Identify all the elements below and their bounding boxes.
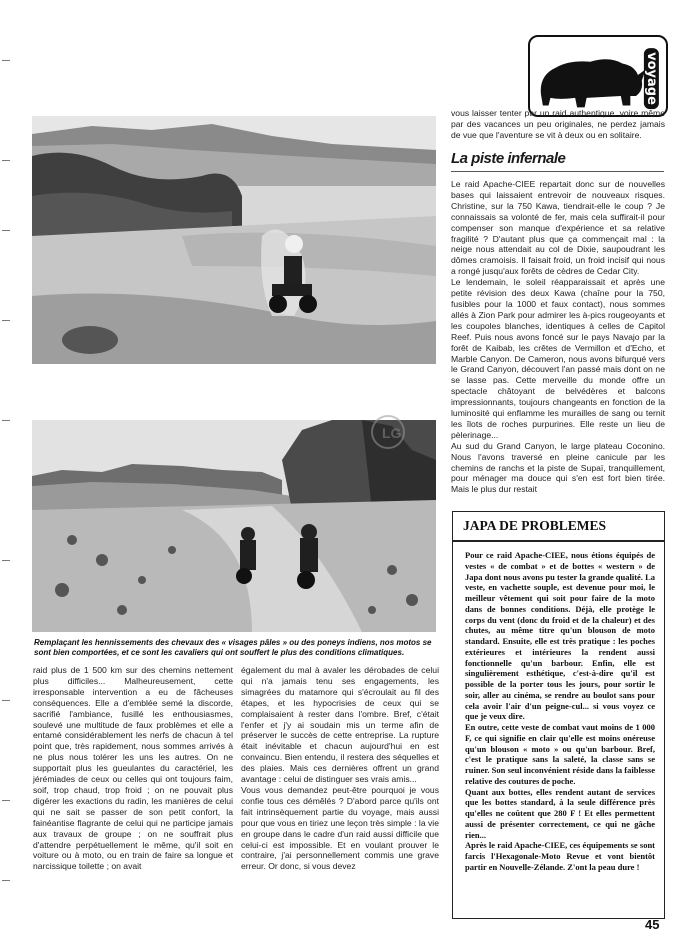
photo-caption: Remplaçant les hennissements des chevaux des « visages pâles » ou des poneys indiens, nos motos se sont bien comportées, et ce sont les cavaliers qui ont souffert le plus des conditions climatiques. [34, 638, 432, 658]
lg-watermark [368, 412, 416, 460]
sidebar-rule [453, 540, 664, 542]
margin-marks [0, 0, 16, 948]
sidebar-box [452, 511, 665, 919]
voyage-logo [528, 35, 668, 117]
logo-word [642, 47, 660, 109]
logo-text: voyage [644, 48, 659, 109]
sidebar-text: Pour ce raid Apache-CIEE, nous étions équipés de vestes « de combat » et de bottes « western » de Japa dont nous avons pu tester la grande qualité. La veste, en vachette souple, est devenue pour moi, le meilleur vêtement qui soit pour faire de la moto dans de bonnes conditions. Déjà, elle protège le corps du vent (donc du froid et de la chaleur) et des chutes, au même titre qu'un blouson de moto standard. Ensuite, elle est très pratique : les poches extérieures et intérieures la rendent aussi fonctionnelle qu'un barbour. Enfin, elle est singulièrement esthétique, c'est-à-dire qu'il est possible de la porter tous les jours, pour sortir le soir, aller au cinéma, se rendre au boulot sans pour cela avoir l'air d'un peigne-cul... si vous voyez ce que je veux dire. En outre, cette veste de combat vaut moins de 1 000 F, ce qui signifie en clair qu'elle est moins onéreuse qu'un blouson « moto » ou qu'un barbour. Bref, c'est le pratique sans la saleté, la classe sans se ruiner. Son seul inconvénient réside dans la faiblesse relative des coutures de poche. Quant aux bottes, elles rendent autant de services que les bottes standard, à la seule différence près qu'elles ne coûtent que 280 F ! Et elles permettent aussi de présenter correctement, ce qui ne gâche rien... Après le raid Apache-CIEE, ces équipements se sont farcis l'Hexagonale-Moto Revue et vont bientôt partir en Nouvelle-Zélande. Z'ont la peau dure ! [465, 550, 655, 872]
column-2-text: également du mal à avaler les dérobades de celui qui n'a jamais tenu ses engagements, les simagrées du matamore qui s'écroulait au fil des étapes, et les hypocrisies de ceux qui se complaisaient à rester dans l'ombre. Bref, c'était l'enfer et j'y ai soudain mis un terme afin de préserver le succès de cette entreprise. La rupture était inévitable et chacun aujourd'hui en est convaincu. Bien entendu, il restera des séquelles et des plaies. Mais ces dernières offrent un grand avantage : celui de distinguer ses vrais amis... Vous vous demandez peut-être pourquoi je vous confie tous ces démêlés ? D'abord parce qu'ils ont fait intrinsèquement partie du voyage, mais aussi pour que vous en tiriez une leçon très simple : la vie en groupe dans le cadre d'un raid aussi difficile que celui-ci est impossible. Et en voulant prouver le contraire, j'ai personnellement commis une grave erreur. Or donc, si vous devez [241, 665, 439, 872]
sidebar-title: JAPA DE PROBLEMES [463, 518, 607, 533]
motorcycle-desert-photo [32, 116, 436, 364]
section-heading: La piste infernale [451, 150, 566, 167]
column-3-text: Le raid Apache-CIEE repartait donc sur de nouvelles bases qui laissaient entrevoir de nouveaux risques. Christine, sur la 750 Kawa, tiendrait-elle le coup ? Je connaissais sa volonté de fer, mais cela suffirait-il pour compenser son manque d'expérience et sa relative fragilité ? D'autant plus que ça commençait mal : la neige nous attendait au col de Dixie, saupoudrant les dômes cramoisis. Il faisait froid, un froid incisif qui nous a rongé jusqu'aux forêts de cèdres de Cedar City. Le lendemain, le soleil réapparaissait et après une petite révision des deux Kawa (chaîne pour la 750, fusibles pour la 1000 et faux contact), nous sommes allés à Zion Park pour admirer les à-pics rougeoyants et les coupoles blanches, identiques à celles de Capitol Reef. Puis nous avons foncé sur le pays Navajo par la forêt de Kaibab, les crêtes de Vermillon et d'Echo, et Marble Canyon. De Cameron, nous avons bifurqué vers le Grand Canyon, découvert l'an passé mais dont on ne se lasse pas. Cette merveille du monde offre un spectacle châtoyant de belvédères et balcons impressionnants, toujours changeants en fonction de la luminosité qui enflamme les murailles de sang ou ternit les îlots de roches purpurines. Elle reste un lieu de pèlerinage... Au sud du Grand Canyon, le large plateau Coconino. Nous l'avons traversé en pleine canicule par les chemins de ranchs et la piste de Supaï, tranquillement, pour ménager ma douce qui s'en est fort bien tirée. Mais le plus dur restait [451, 179, 665, 495]
section-rule [451, 171, 664, 172]
page-number: 45 [645, 917, 660, 932]
watermark-text: LG [382, 425, 402, 441]
column-1-text: raid plus de 1 500 km sur des chemins nettement plus difficiles... Malheureusement, cette irresponsable intervention a eu de fâcheuses conséquences. Elle a d'emblée semé la discorde, sacrifié l'ambiance, fusillé les enthousiasmes, soulevé une multitude de faux problèmes et elle a entamé considérablement les nerfs de chacun à tel point que, très rapidement, nous sommes arrivés à ne plus nous tolérer les uns les autres. On ne supportait plus les gueulantes du caractériel, les jérémiades de ceux ou celles qui ont toujours faim, soif, trop chaud, trop froid ; on ne pouvait plus digérer les exactions du radin, les manières de celui qui ne sait se passer de son petit confort, la fainéantise flagrante de celui qui ne participe jamais aux travaux de groupe ; on ne souffrait plus d'attendre perpétuellement le même, qu'il soit en voiture ou à moto, ou en train de faire sa longue et narcissique toilette ; on avait [33, 665, 233, 872]
top-photo [32, 116, 436, 364]
column-3-intro: vous laisser tenter par un raid authentique, voire même par des vacances un peu originales, ne perdez jamais de vue que l'aventure se vit à deux ou en solitaire. [451, 108, 665, 140]
lg-watermark-icon [368, 412, 416, 460]
